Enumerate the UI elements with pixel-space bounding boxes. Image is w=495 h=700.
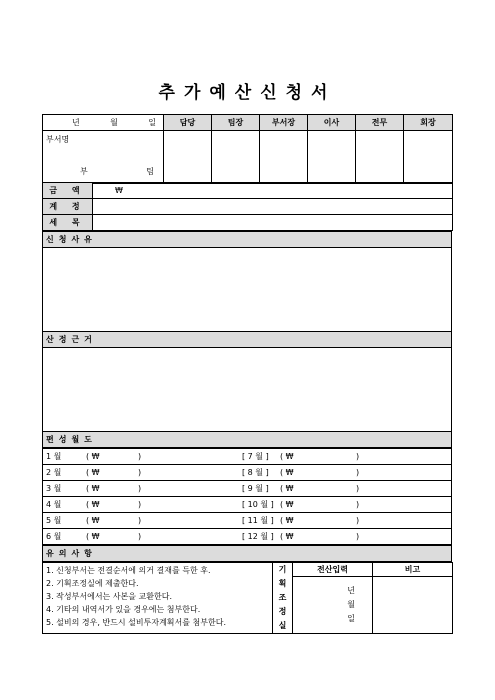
amount-open: ( ₩ <box>86 452 100 461</box>
approval-block <box>42 114 452 184</box>
month-label: [ 8 월 ] <box>242 468 269 477</box>
note-item: 4. 기타의 내역서가 있을 경우에는 첨부한다. <box>46 605 201 614</box>
remark-field[interactable] <box>373 577 453 634</box>
reason-heading: 신청사유 <box>43 232 452 248</box>
amount-open: ( ₩ <box>280 468 294 477</box>
currency-symbol: ₩ <box>115 186 123 195</box>
amount-label: 금 액 <box>43 183 93 199</box>
monthly-row[interactable] <box>43 465 452 481</box>
monthly-row[interactable] <box>43 529 452 545</box>
monthly-heading: 편성월도 <box>43 432 452 448</box>
monthly-cell[interactable] <box>43 481 452 497</box>
planning-char: 획 <box>278 579 287 588</box>
notes-list <box>43 563 273 634</box>
monthly-row[interactable] <box>43 481 452 497</box>
monthly-row[interactable] <box>43 449 452 465</box>
signature-box[interactable] <box>404 131 453 184</box>
amount-close: ) <box>356 452 360 461</box>
role-header: 부서장 <box>260 115 308 131</box>
role-header: 회장 <box>404 115 453 131</box>
amount-close: ) <box>138 532 142 541</box>
signature-box[interactable] <box>308 131 356 184</box>
planning-office-label <box>273 563 293 634</box>
account-field[interactable] <box>93 199 453 215</box>
basis-heading: 산정근거 <box>43 332 452 348</box>
notes-heading: 유의사항 <box>43 546 452 562</box>
monthly-row[interactable] <box>43 513 452 529</box>
detail-label: 세 목 <box>43 215 93 231</box>
amount-close: ) <box>138 484 142 493</box>
note-item: 5. 설비의 경우, 반드시 설비투자계획서를 첨부한다. <box>46 618 226 627</box>
input-day: 일 <box>347 614 355 623</box>
planning-char: 기 <box>278 565 287 574</box>
amount-close: ) <box>138 468 142 477</box>
signature-box[interactable] <box>356 131 404 184</box>
month-label: 월 <box>110 118 118 127</box>
monthly-cell[interactable] <box>43 513 452 529</box>
day-label: 일 <box>148 118 156 127</box>
signature-box[interactable] <box>164 131 212 184</box>
note-item: 1. 신청부서는 전결순서에 의거 결재를 득한 후. <box>46 566 211 575</box>
month-label: [ 7 월 ] <box>242 452 269 461</box>
amount-close: ) <box>138 516 142 525</box>
role-header: 전무 <box>356 115 404 131</box>
amount-open: ( ₩ <box>280 516 294 525</box>
monthly-cell[interactable] <box>43 465 452 481</box>
year-label: 년 <box>72 118 80 127</box>
month-label: [ 11 월 ] <box>242 516 274 525</box>
amount-close: ) <box>356 468 360 477</box>
role-header: 이사 <box>308 115 356 131</box>
signature-box[interactable] <box>212 131 260 184</box>
amount-open: ( ₩ <box>280 484 294 493</box>
document-title: 추가예산신청서 <box>158 83 337 103</box>
month-label: 1 월 <box>46 452 62 461</box>
planning-char: 실 <box>278 621 287 630</box>
input-year: 년 <box>347 586 355 595</box>
month-label: [ 10 월 ] <box>242 500 274 509</box>
month-label: 6 월 <box>46 532 62 541</box>
basis-field[interactable] <box>43 348 452 432</box>
monthly-cell[interactable] <box>43 497 452 513</box>
amount-open: ( ₩ <box>280 452 294 461</box>
amount-close: ) <box>356 484 360 493</box>
month-label: 4 월 <box>46 500 62 509</box>
month-label: 5 월 <box>46 516 62 525</box>
role-header: 팀장 <box>212 115 260 131</box>
amount-open: ( ₩ <box>86 468 100 477</box>
account-label: 계 정 <box>43 199 93 215</box>
date-cell[interactable] <box>43 115 164 131</box>
month-label: [ 12 월 ] <box>242 532 274 541</box>
team-unit-label: 팀 <box>146 167 154 176</box>
amount-close: ) <box>138 500 142 509</box>
main-form <box>42 182 452 634</box>
amount-field[interactable] <box>93 183 453 199</box>
month-label: [ 9 월 ] <box>242 484 269 493</box>
dept-unit-label: 부 <box>80 167 88 176</box>
input-date-cell[interactable] <box>293 577 373 634</box>
planning-char: 조 <box>278 593 287 602</box>
month-label: 3 월 <box>46 484 62 493</box>
amount-close: ) <box>356 516 360 525</box>
input-label: 전산입력 <box>293 563 373 577</box>
note-item: 2. 기획조정실에 제출한다. <box>46 579 139 588</box>
amount-open: ( ₩ <box>86 500 100 509</box>
role-header: 담당 <box>164 115 212 131</box>
amount-open: ( ₩ <box>280 532 294 541</box>
amount-close: ) <box>138 452 142 461</box>
dept-name-cell[interactable] <box>43 131 164 184</box>
monthly-cell[interactable] <box>43 449 452 465</box>
note-item: 3. 작성부서에서는 사본을 교환한다. <box>46 592 172 601</box>
detail-field[interactable] <box>93 215 453 231</box>
dept-label: 부서명 <box>46 135 70 144</box>
monthly-row[interactable] <box>43 497 452 513</box>
amount-close: ) <box>356 500 360 509</box>
amount-open: ( ₩ <box>86 484 100 493</box>
monthly-cell[interactable] <box>43 529 452 545</box>
planning-char: 정 <box>278 607 287 616</box>
amount-open: ( ₩ <box>86 532 100 541</box>
amount-close: ) <box>356 532 360 541</box>
monthly-table <box>42 448 452 545</box>
amount-open: ( ₩ <box>86 516 100 525</box>
input-month: 월 <box>347 600 355 609</box>
remark-label: 비고 <box>373 563 453 577</box>
reason-field[interactable] <box>43 248 452 332</box>
amount-open: ( ₩ <box>280 500 294 509</box>
signature-box[interactable] <box>260 131 308 184</box>
month-label: 2 월 <box>46 468 62 477</box>
